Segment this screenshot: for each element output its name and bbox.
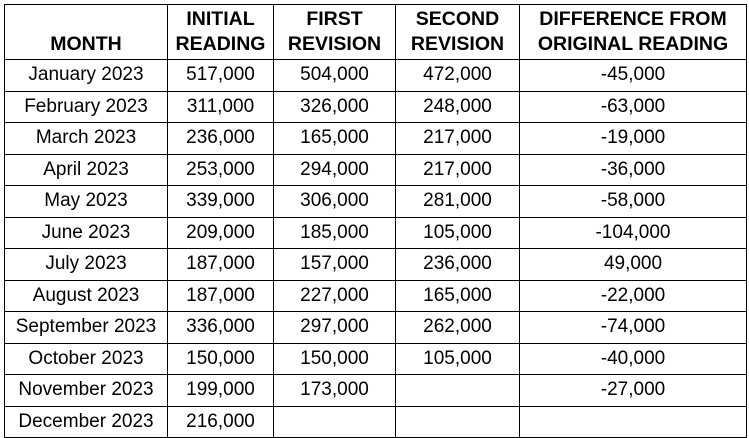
first-revision-cell: 297,000 <box>274 312 396 344</box>
second-revision-cell: 262,000 <box>396 312 520 344</box>
second-revision-cell: 217,000 <box>396 154 520 186</box>
initial-reading-cell: 150,000 <box>168 343 274 375</box>
difference-cell: -63,000 <box>520 91 747 123</box>
table-row <box>5 249 747 281</box>
month-cell: April 2023 <box>5 154 168 186</box>
difference-cell: -22,000 <box>520 280 747 312</box>
second-revision-cell: 165,000 <box>396 280 520 312</box>
initial-reading-cell: 311,000 <box>168 91 274 123</box>
difference-cell: -40,000 <box>520 343 747 375</box>
first-revision-cell: 294,000 <box>274 154 396 186</box>
month-cell: July 2023 <box>5 249 168 281</box>
table-row <box>5 60 747 92</box>
header-second-line-2: REVISION <box>410 33 505 55</box>
header-month <box>5 5 168 60</box>
table-row <box>5 312 747 344</box>
month-cell: January 2023 <box>5 60 168 92</box>
first-revision-cell: 227,000 <box>274 280 396 312</box>
initial-reading-cell: 209,000 <box>168 217 274 249</box>
month-cell: February 2023 <box>5 91 168 123</box>
first-revision-cell: 185,000 <box>274 217 396 249</box>
first-revision-cell: 173,000 <box>274 375 396 407</box>
difference-cell: -45,000 <box>520 60 747 92</box>
second-revision-cell: 105,000 <box>396 217 520 249</box>
header-second-line-1: SECOND <box>415 8 500 30</box>
header-difference <box>520 5 747 60</box>
initial-reading-cell: 187,000 <box>168 280 274 312</box>
table-row <box>5 375 747 407</box>
first-revision-cell: 165,000 <box>274 123 396 155</box>
month-cell: December 2023 <box>5 406 168 438</box>
second-revision-cell: 236,000 <box>396 249 520 281</box>
header-second-revision <box>396 5 520 60</box>
initial-reading-cell: 517,000 <box>168 60 274 92</box>
initial-reading-cell: 199,000 <box>168 375 274 407</box>
table-row <box>5 123 747 155</box>
initial-reading-cell: 336,000 <box>168 312 274 344</box>
header-first-line-1: FIRST <box>306 8 363 30</box>
first-revision-cell <box>274 406 396 438</box>
difference-cell: -36,000 <box>520 154 747 186</box>
header-difference-line-1: DIFFERENCE FROM <box>539 8 727 30</box>
first-revision-cell: 157,000 <box>274 249 396 281</box>
second-revision-cell: 105,000 <box>396 343 520 375</box>
month-cell: August 2023 <box>5 280 168 312</box>
second-revision-cell: 281,000 <box>396 186 520 218</box>
table-row <box>5 154 747 186</box>
header-row <box>5 5 747 60</box>
first-revision-cell: 150,000 <box>274 343 396 375</box>
first-revision-cell: 326,000 <box>274 91 396 123</box>
table-row <box>5 217 747 249</box>
difference-cell: -58,000 <box>520 186 747 218</box>
month-cell: June 2023 <box>5 217 168 249</box>
table-row <box>5 280 747 312</box>
initial-reading-cell: 187,000 <box>168 249 274 281</box>
second-revision-cell: 472,000 <box>396 60 520 92</box>
difference-cell <box>520 406 747 438</box>
header-first-revision <box>274 5 396 60</box>
month-cell: September 2023 <box>5 312 168 344</box>
month-cell: November 2023 <box>5 375 168 407</box>
first-revision-cell: 504,000 <box>274 60 396 92</box>
initial-reading-cell: 339,000 <box>168 186 274 218</box>
header-initial-line-1: INITIAL <box>186 8 255 30</box>
second-revision-cell: 217,000 <box>396 123 520 155</box>
second-revision-cell: 248,000 <box>396 91 520 123</box>
header-difference-line-2: ORIGINAL READING <box>537 33 729 55</box>
first-revision-cell: 306,000 <box>274 186 396 218</box>
initial-reading-cell: 253,000 <box>168 154 274 186</box>
second-revision-cell <box>396 406 520 438</box>
table-row <box>5 343 747 375</box>
header-first-line-2: REVISION <box>287 33 382 55</box>
month-cell: May 2023 <box>5 186 168 218</box>
difference-cell: -74,000 <box>520 312 747 344</box>
initial-reading-cell: 216,000 <box>168 406 274 438</box>
difference-cell: -27,000 <box>520 375 747 407</box>
header-initial-reading <box>168 5 274 60</box>
readings-table <box>4 4 747 438</box>
header-month-line: MONTH <box>50 33 122 55</box>
month-cell: October 2023 <box>5 343 168 375</box>
difference-cell: 49,000 <box>520 249 747 281</box>
month-cell: March 2023 <box>5 123 168 155</box>
table-row <box>5 406 747 438</box>
initial-reading-cell: 236,000 <box>168 123 274 155</box>
header-initial-line-2: READING <box>175 33 266 55</box>
difference-cell: -104,000 <box>520 217 747 249</box>
table-row <box>5 186 747 218</box>
table-row <box>5 91 747 123</box>
difference-cell: -19,000 <box>520 123 747 155</box>
second-revision-cell <box>396 375 520 407</box>
